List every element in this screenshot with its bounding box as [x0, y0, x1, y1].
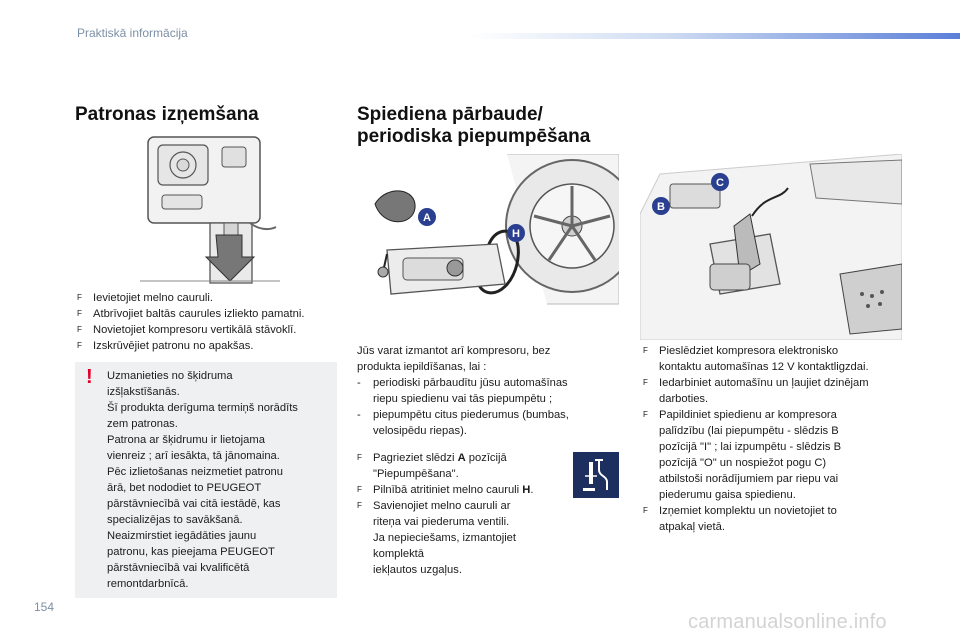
compressor-wheel-illustration — [357, 154, 619, 340]
list-item: F Papildiniet spiedienu ar kompresora palīdzību (lai piepumpētu - slēdzis B pozīcijā "I" ; lai izpumpētu - slēdzis B pozīcijā "O" un nospiežot pogu C) atbilstoši norādījumiem par riepu vai piederumu gaisa spiedienu. — [643, 409, 842, 501]
watermark-text: carmanualsonline.info — [688, 611, 887, 633]
list-item: F Ievietojiet melno cauruli. — [77, 292, 214, 304]
compressor-steps — [643, 343, 903, 535]
page-number: 154 — [34, 600, 55, 614]
section-title: Praktiskā informācija — [77, 26, 188, 40]
svg-text:A: A — [423, 212, 431, 224]
label-h-marker — [507, 224, 525, 242]
list-item: F Pagrieziet slēdzi A pozīcijā "Piepumpēšana". — [357, 452, 507, 480]
list-item: F Iedarbiniet automašīnu un ļaujiet dzinējam darboties. — [643, 377, 869, 405]
label-b-marker — [652, 197, 670, 215]
list-item: F Izskrūvējiet patronu no apakšas. — [77, 340, 254, 352]
tire-inflation-icon — [573, 452, 619, 498]
list-item: F Atbrīvojiet baltās caurules izliekto pamatni. — [77, 308, 305, 320]
list-item: F Pilnībā atritiniet melno cauruli H. — [357, 484, 534, 496]
car-socket-illustration — [640, 154, 902, 340]
uses-list — [357, 375, 607, 439]
cartridge-removal-illustration — [140, 133, 280, 285]
list-item: - piepumpētu citus piederumus (bumbas, velosipēdu riepas). — [357, 409, 569, 437]
cartridge-removal-heading: Patronas izņemšana — [75, 104, 259, 125]
list-item: F Novietojiet kompresoru vertikālā stāvoklī. — [77, 324, 297, 336]
pressure-check-heading: Spiediena pārbaude/ periodiska piepumpēšana — [357, 104, 591, 147]
list-item: F Izņemiet komplektu un novietojiet to atpakaļ vietā. — [643, 505, 837, 533]
list-item: - periodiski pārbaudītu jūsu automašīnas riepu spiedienu vai tās piepumpētu ; — [357, 377, 568, 405]
svg-text:B: B — [657, 201, 665, 213]
warning-box — [75, 362, 337, 598]
label-c-marker — [711, 173, 729, 191]
svg-text:H: H — [512, 228, 520, 240]
label-a-marker — [418, 208, 436, 226]
svg-text:C: C — [716, 177, 724, 189]
intro-paragraph: Jūs varat izmantot arī kompresoru, bez produkta iepildīšanas, lai : — [357, 345, 551, 373]
inflation-steps — [357, 450, 567, 578]
header-gradient-bar — [470, 33, 960, 39]
cartridge-removal-steps — [77, 290, 339, 354]
list-item: F Pieslēdziet kompresora elektronisko kontaktu automašīnas 12 V kontaktligzdai. — [643, 345, 869, 373]
warning-exclamation-icon: ! — [86, 366, 93, 388]
warning-text: Uzmanieties no šķidruma izšļakstīšanās. Šī produkta derīguma termiņš norādīts zem patronas. Patrona ar šķidrumu ir lietojama vienreiz ; arī iesākta, tā jānomaina. Pēc izlietošanas neizmetiet patronu ārā, bet nododiet to PEUGEOT pārstāvniecībā vai citā iestādē, kas specializējas to savākšanā. Neaizmirstiet iegādāties jaunu patronu, kas pieejama PEUGEOT pārstāvniecībā vai kvalificētā remontdarbnīcā. — [107, 370, 298, 590]
list-item: F Savienojiet melno cauruli ar riteņa vai piederuma ventili. Ja nepieciešams, izmantojiet komplektā iekļautos uzgaļus. — [357, 500, 517, 576]
